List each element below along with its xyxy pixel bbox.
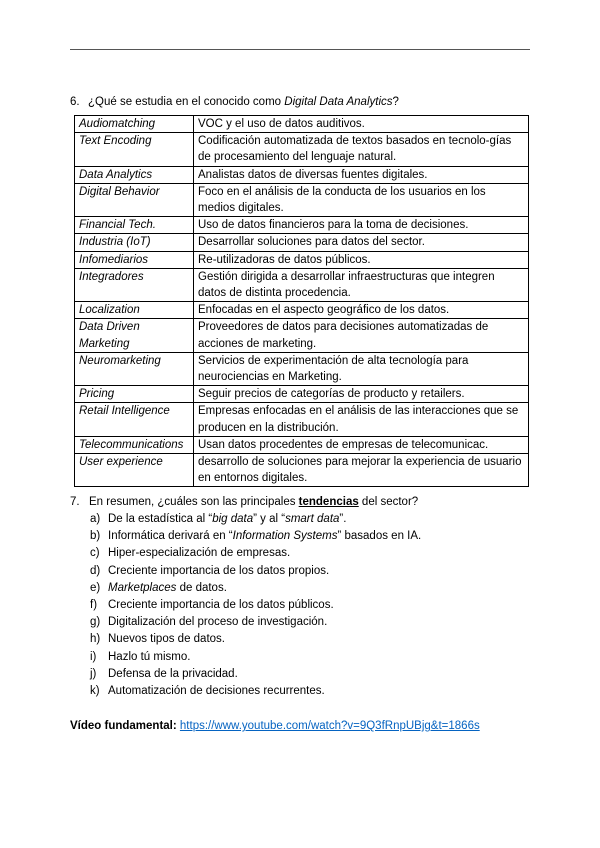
list-item-text: ” basados en IA. [337, 530, 422, 543]
list-item-letter: i) [90, 650, 97, 663]
table-description: Empresas enfocadas en el análisis de las interacciones que se producen en la distribución. [194, 403, 529, 436]
table-description: Enfocadas en el aspecto geográfico de los datos. [194, 302, 529, 319]
table-term: Localization [75, 302, 194, 319]
list-item [90, 614, 421, 631]
video-link[interactable]: https://www.youtube.com/watch?v=9Q3fRnpUBjg&t=1866s [179, 720, 480, 732]
list-item [90, 683, 421, 700]
table-term: Data Analytics [75, 166, 194, 183]
list-item-text: Nuevos tipos de datos. [108, 633, 225, 646]
list-item-letter: d) [90, 564, 101, 577]
question-7 [70, 494, 530, 510]
list-item-text: Creciente importancia de los datos públicos. [108, 598, 334, 611]
list-item-text: smart data [285, 513, 340, 525]
question-6-text: ¿Qué se estudia en el conocido como [88, 96, 285, 108]
list-item-text: ”. [339, 513, 347, 525]
list-item-text: Creciente importancia de los datos propios. [108, 564, 330, 577]
table-term: Audiomatching [75, 116, 194, 133]
list-item-text: ” y al “ [253, 513, 286, 525]
question-6-end: ? [392, 96, 399, 108]
table-term: Retail Intelligence [75, 403, 194, 436]
list-item-text: big data [212, 513, 254, 525]
table-row [75, 166, 529, 183]
list-item [90, 563, 421, 580]
list-item-letter: k) [90, 684, 100, 697]
table-term: Financial Tech. [75, 217, 194, 234]
table-term: Industria (IoT) [75, 234, 194, 251]
list-item-text: Digitalización del proceso de investigación. [108, 616, 328, 629]
table-description: VOC y el uso de datos auditivos. [194, 116, 529, 133]
list-item-letter: h) [90, 633, 101, 646]
table-row [75, 386, 529, 403]
video-label: Vídeo fundamental: [70, 720, 180, 732]
table-row [75, 436, 529, 453]
question-6-italic: Digital Data Analytics [284, 96, 393, 108]
question-7-emphasis: tendencias [298, 496, 359, 508]
list-item [90, 649, 421, 666]
table-description: Analistas datos de diversas fuentes digitales. [194, 166, 529, 183]
list-item-text: Marketplaces [108, 581, 177, 594]
table-term: Data Driven Marketing [75, 319, 194, 352]
table-description: Foco en el análisis de la conducta de los usuarios en los medios digitales. [194, 183, 529, 216]
list-item [90, 666, 421, 683]
table-description: Desarrollar soluciones para datos del sector. [194, 234, 529, 251]
list-item-letter: g) [90, 616, 101, 629]
list-item-letter: f) [90, 598, 98, 611]
list-item [90, 597, 421, 614]
question-6-number: 6. [70, 96, 80, 108]
list-item-text: Informática derivará en “ [108, 530, 233, 543]
table-description: Servicios de experimentación de alta tecnología para neurociencias en Marketing. [194, 352, 529, 385]
table-row [75, 302, 529, 319]
table-row [75, 217, 529, 234]
table-description: Usan datos procedentes de empresas de telecomunicac. [194, 436, 529, 453]
table-term: Neuromarketing [75, 352, 194, 385]
table-row [75, 268, 529, 301]
list-item-text: Hiper-especialización de empresas. [108, 547, 291, 560]
question-6 [70, 94, 530, 110]
question-7-end: del sector? [358, 496, 419, 508]
table-row [75, 133, 529, 166]
table-term: User experience [75, 454, 194, 487]
trends-list [90, 511, 421, 700]
table-description: Re-utilizadoras de datos públicos. [194, 251, 529, 268]
table-description: Uso de datos financieros para la toma de decisiones. [194, 217, 529, 234]
video-reference [70, 718, 480, 734]
table-row [75, 352, 529, 385]
analytics-table [74, 115, 529, 487]
table-row [75, 454, 529, 487]
list-item-text: Hazlo tú mismo. [108, 650, 191, 663]
list-item-text: De la estadística al “ [108, 513, 213, 525]
table-term: Telecommunications [75, 436, 194, 453]
list-item-text: Automatización de decisiones recurrentes. [108, 684, 325, 697]
list-item-text: Information Systems [232, 530, 338, 543]
list-item-letter: b) [90, 530, 101, 543]
table-description: Seguir precios de categorías de producto y retailers. [194, 386, 529, 403]
list-item-text: Defensa de la privacidad. [108, 667, 238, 680]
table-term: Text Encoding [75, 133, 194, 166]
table-description: desarrollo de soluciones para mejorar la experiencia de usuario en entornos digitales. [194, 454, 529, 487]
question-7-text: En resumen, ¿cuáles son las principales [89, 496, 299, 508]
table-row [75, 251, 529, 268]
table-row [75, 234, 529, 251]
table-row [75, 319, 529, 352]
list-item-letter: e) [90, 581, 101, 594]
table-description: Codificación automatizada de textos basados en tecnolo-gías de procesamiento del lenguaje natural. [194, 133, 529, 166]
list-item [90, 580, 421, 597]
list-item [90, 631, 421, 648]
question-7-number: 7. [70, 496, 80, 508]
table-term: Pricing [75, 386, 194, 403]
list-item-letter: a) [90, 513, 101, 525]
list-item-letter: j) [90, 667, 97, 680]
list-item-letter: c) [90, 547, 100, 560]
list-item [90, 545, 421, 562]
table-term: Infomediarios [75, 251, 194, 268]
table-row [75, 183, 529, 216]
table-row [75, 116, 529, 133]
table-description: Proveedores de datos para decisiones automatizadas de acciones de marketing. [194, 319, 529, 352]
list-item [90, 528, 421, 545]
list-item-text: de datos. [176, 581, 227, 594]
table-row [75, 403, 529, 436]
list-item [90, 511, 421, 528]
table-description: Gestión dirigida a desarrollar infraestructuras que integren datos de distinta procedencia. [194, 268, 529, 301]
table-term: Digital Behavior [75, 183, 194, 216]
header-rule [70, 49, 530, 50]
table-term: Integradores [75, 268, 194, 301]
